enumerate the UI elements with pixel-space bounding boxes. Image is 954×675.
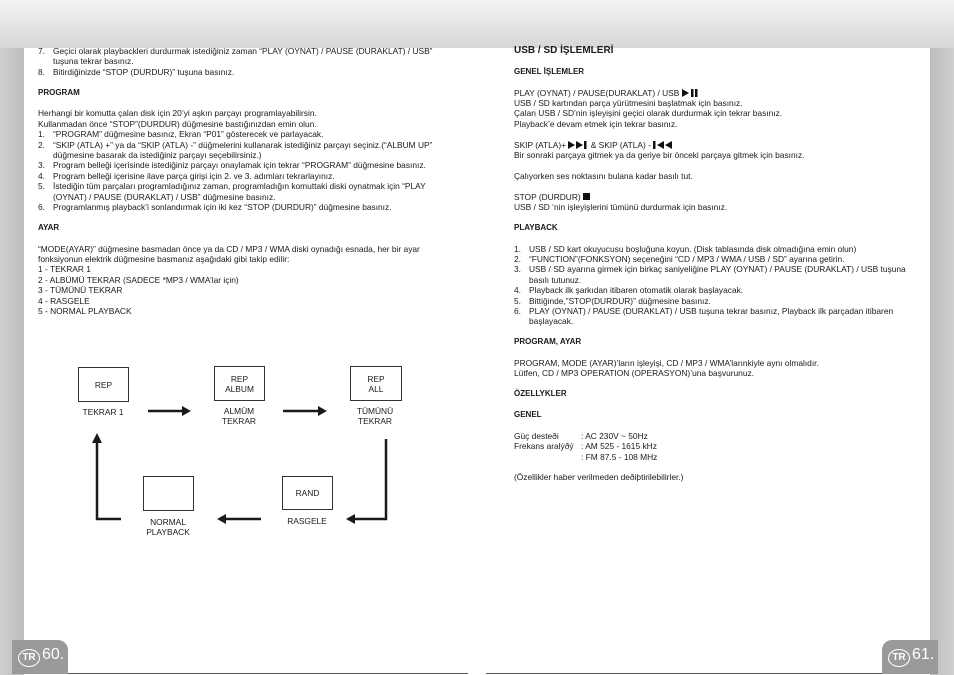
play-line: Çalan USB / SD’nin işleyişini geçici olarak durdurmak için tekrar basınız. [514, 108, 783, 119]
list-item: 5. Bittiğinde,”STOP(DURDUR)” düğmesine basınız. [514, 295, 711, 306]
spec-note: (Özellikler haber verilmeden deðiþtirilebilirler.) [514, 472, 684, 483]
label-album-repeat: ALMÜM TEKRAR [222, 406, 256, 426]
page-number: 60. [42, 646, 65, 663]
list-item: 8. Bitirdiğinizde “STOP (DURDUR)” tuşuna basınız. [38, 66, 235, 77]
ayar-mode: 2 - ALBÜMÜ TEKRAR (SADECE *MP3 / WMA’lar için) [38, 274, 239, 285]
ayar-mode: 3 - TÜMÜNÜ TEKRAR [38, 285, 123, 296]
list-item: 3. USB / SD ayarına girmek için birkaç saniyeliğine PLAY (OYNAT) / PAUSE (DURAKLAT) / USB tuşuna basılı tutunuz. [514, 264, 906, 285]
stop-line: USB / SD ‘nin işleyişlerini tümünü durdurmak için basınız. [514, 202, 728, 213]
language-badge: TR [18, 649, 40, 667]
label-all-repeat: TÜMÜNÜ TEKRAR [356, 406, 394, 426]
arrow-right-icon [148, 406, 191, 416]
program-ayar-heading: PROGRAM, AYAR [514, 337, 582, 347]
list-item: 6. Programlanmış playback’i sonlandırmak için iki kez “STOP (DURDUR)” düğmesine basınız. [38, 202, 392, 213]
page-badge-left [12, 640, 68, 674]
play-line: Playback’e devam etmek için tekrar basınız. [514, 118, 678, 129]
skip-back-icon [653, 141, 673, 149]
box-rep-album: REP ALBUM [214, 366, 265, 401]
list-item: 6. PLAY (OYNAT) / PAUSE (DURAKLAT) / USB tuşuna tekrar basınız, Playback ilk parçadan itibaren başlayacak. [514, 306, 894, 327]
label-tekrar1: TEKRAR 1 [82, 407, 124, 417]
arrow-elbow-icon [346, 439, 386, 524]
box-normal [143, 476, 194, 511]
spec-row: : FM 87.5 - 108 MHz [581, 451, 658, 462]
list-item: 5. İstediğin tüm parçaları programladığınız zaman, programladığın komuttaki diski oynatmak için “PLAY (OYNAT) / PAUSE (DURAKLAT) / USB” düğmesine basınız. [38, 181, 426, 202]
genel-islemler-heading: GENEL İŞLEMLER [514, 66, 585, 76]
box-rand: RAND [282, 476, 333, 510]
page-title: USB / SD İŞLEMLERİ [514, 45, 614, 56]
list-item: 2. “SKIP (ATLA) +” ya da “SKIP (ATLA) -” düğmelerini kullanarak istediğiniz parçayı seçiniz.(“ALBUM UP” düğmesine basarak da istediğiniz parçayı seçebilirsiniz.) [38, 139, 433, 161]
list-item: 4. Playback ilk şarkıdan itibaren otomatik olarak başlayacak. [514, 285, 744, 296]
box-rep: REP [78, 367, 129, 402]
ayar-heading: AYAR [38, 222, 60, 232]
genel-heading: GENEL [514, 410, 542, 420]
program-ayar-line: Lütfen, CD / MP3 OPERATION (OPERASYON)’una başvurunuz. [514, 368, 755, 379]
list-item: 1. USB / SD kart okuyucusu boşluğuna koyun. (Disk tablasında disk olmadığına emin olun) [514, 243, 857, 254]
arrow-right-icon [283, 406, 327, 416]
list-item: 4. Program belleği içerisine ilave parça girişi için 2. ve 3. adımları tekrarlayınız. [38, 170, 335, 181]
program-ayar-line: PROGRAM, MODE (AYAR)’ların işleyişi, CD / MP3 / WMA’larınkiyle aynı olmalıdır. [514, 358, 819, 369]
page-number: 61. [912, 646, 935, 663]
skip-forward-icon [568, 141, 588, 149]
stop-label: STOP (DURDUR) [514, 192, 916, 202]
play-pause-icon [682, 89, 698, 97]
list-item: 2. “FUNCTION”(FONKSYON) seçeneğini “CD / MP3 / WMA / USB / SD” ayarına getirin. [514, 254, 845, 265]
arrow-loop-icon [92, 433, 121, 519]
page-badge-right [882, 640, 938, 674]
playback-heading: PLAYBACK [514, 222, 558, 232]
ayar-mode: 4 - RASGELE [38, 295, 90, 306]
play-pause-label: PLAY (OYNAT) / PAUSE(DURAKLAT) / USB [514, 88, 916, 98]
program-intro: Herhangi bir komutta çalan disk için 20’yi aşkın parçayı programlayabilirsin. [38, 108, 317, 119]
spec-row: Güç desteði : AC 230V ~ 50Hz [514, 430, 648, 441]
skip-line: Bir sonraki parçaya gitmek ya da geriye bir önceki parçaya gitmek için basınız. [514, 150, 805, 161]
program-intro: Kullanmadan önce “STOP”(DURDUR) düğmesine bastığınızdan emin olun. [38, 118, 317, 129]
skip-hold-line: Çalıyorken ses noktasını bulana kadar basılı tut. [514, 170, 693, 181]
ayar-mode: 1 - TEKRAR 1 [38, 264, 91, 275]
language-badge: TR [888, 649, 910, 667]
spec-row: Frekans aralýðý : AM 525 - 1615 kHz [514, 441, 657, 452]
label-rasgele: RASGELE [287, 516, 327, 526]
list-item: 1. “PROGRAM” düğmesine basınız, Ekran “P01” gösterecek ve parlayacak. [38, 129, 324, 140]
ayar-intro: “MODE(AYAR)” düğmesine basmadan önce ya da CD / MP3 / WMA diski oynadığı esnada, her bir ayar fonksiyonun elektrik düğmesine basmanız aşağıdaki gibi takip edilir: [38, 243, 420, 265]
program-heading: PROGRAM [38, 87, 80, 97]
label-normal-playback: NORMAL PLAYBACK [146, 517, 190, 537]
play-line: USB / SD kartından parça yürütmesini başlatmak için basınız. [514, 98, 743, 108]
arrow-left-icon [217, 514, 261, 524]
ozellikler-heading: ÖZELLYKLER [514, 389, 567, 399]
list-item: 7. Geçici olarak playbackleri durdurmak istediğiniz zaman “PLAY (OYNAT) / PAUSE (DURAKLAT) / USB” tuşuna tekrar basınız. [38, 46, 433, 67]
footer-rule [486, 673, 882, 674]
box-rep-all: REP ALL [350, 366, 402, 401]
right-column [514, 46, 916, 483]
footer-rule [68, 673, 468, 674]
skip-label: SKIP (ATLA)+ & SKIP (ATLA) - [514, 140, 916, 150]
stop-icon [583, 193, 591, 201]
ayar-mode: 5 - NORMAL PLAYBACK [38, 306, 132, 317]
list-item: 3. Program belleği içerisinde istediğiniz parçayı onaylamak için tekrar “PROGRAM” düğmesine basınız. [38, 160, 426, 171]
